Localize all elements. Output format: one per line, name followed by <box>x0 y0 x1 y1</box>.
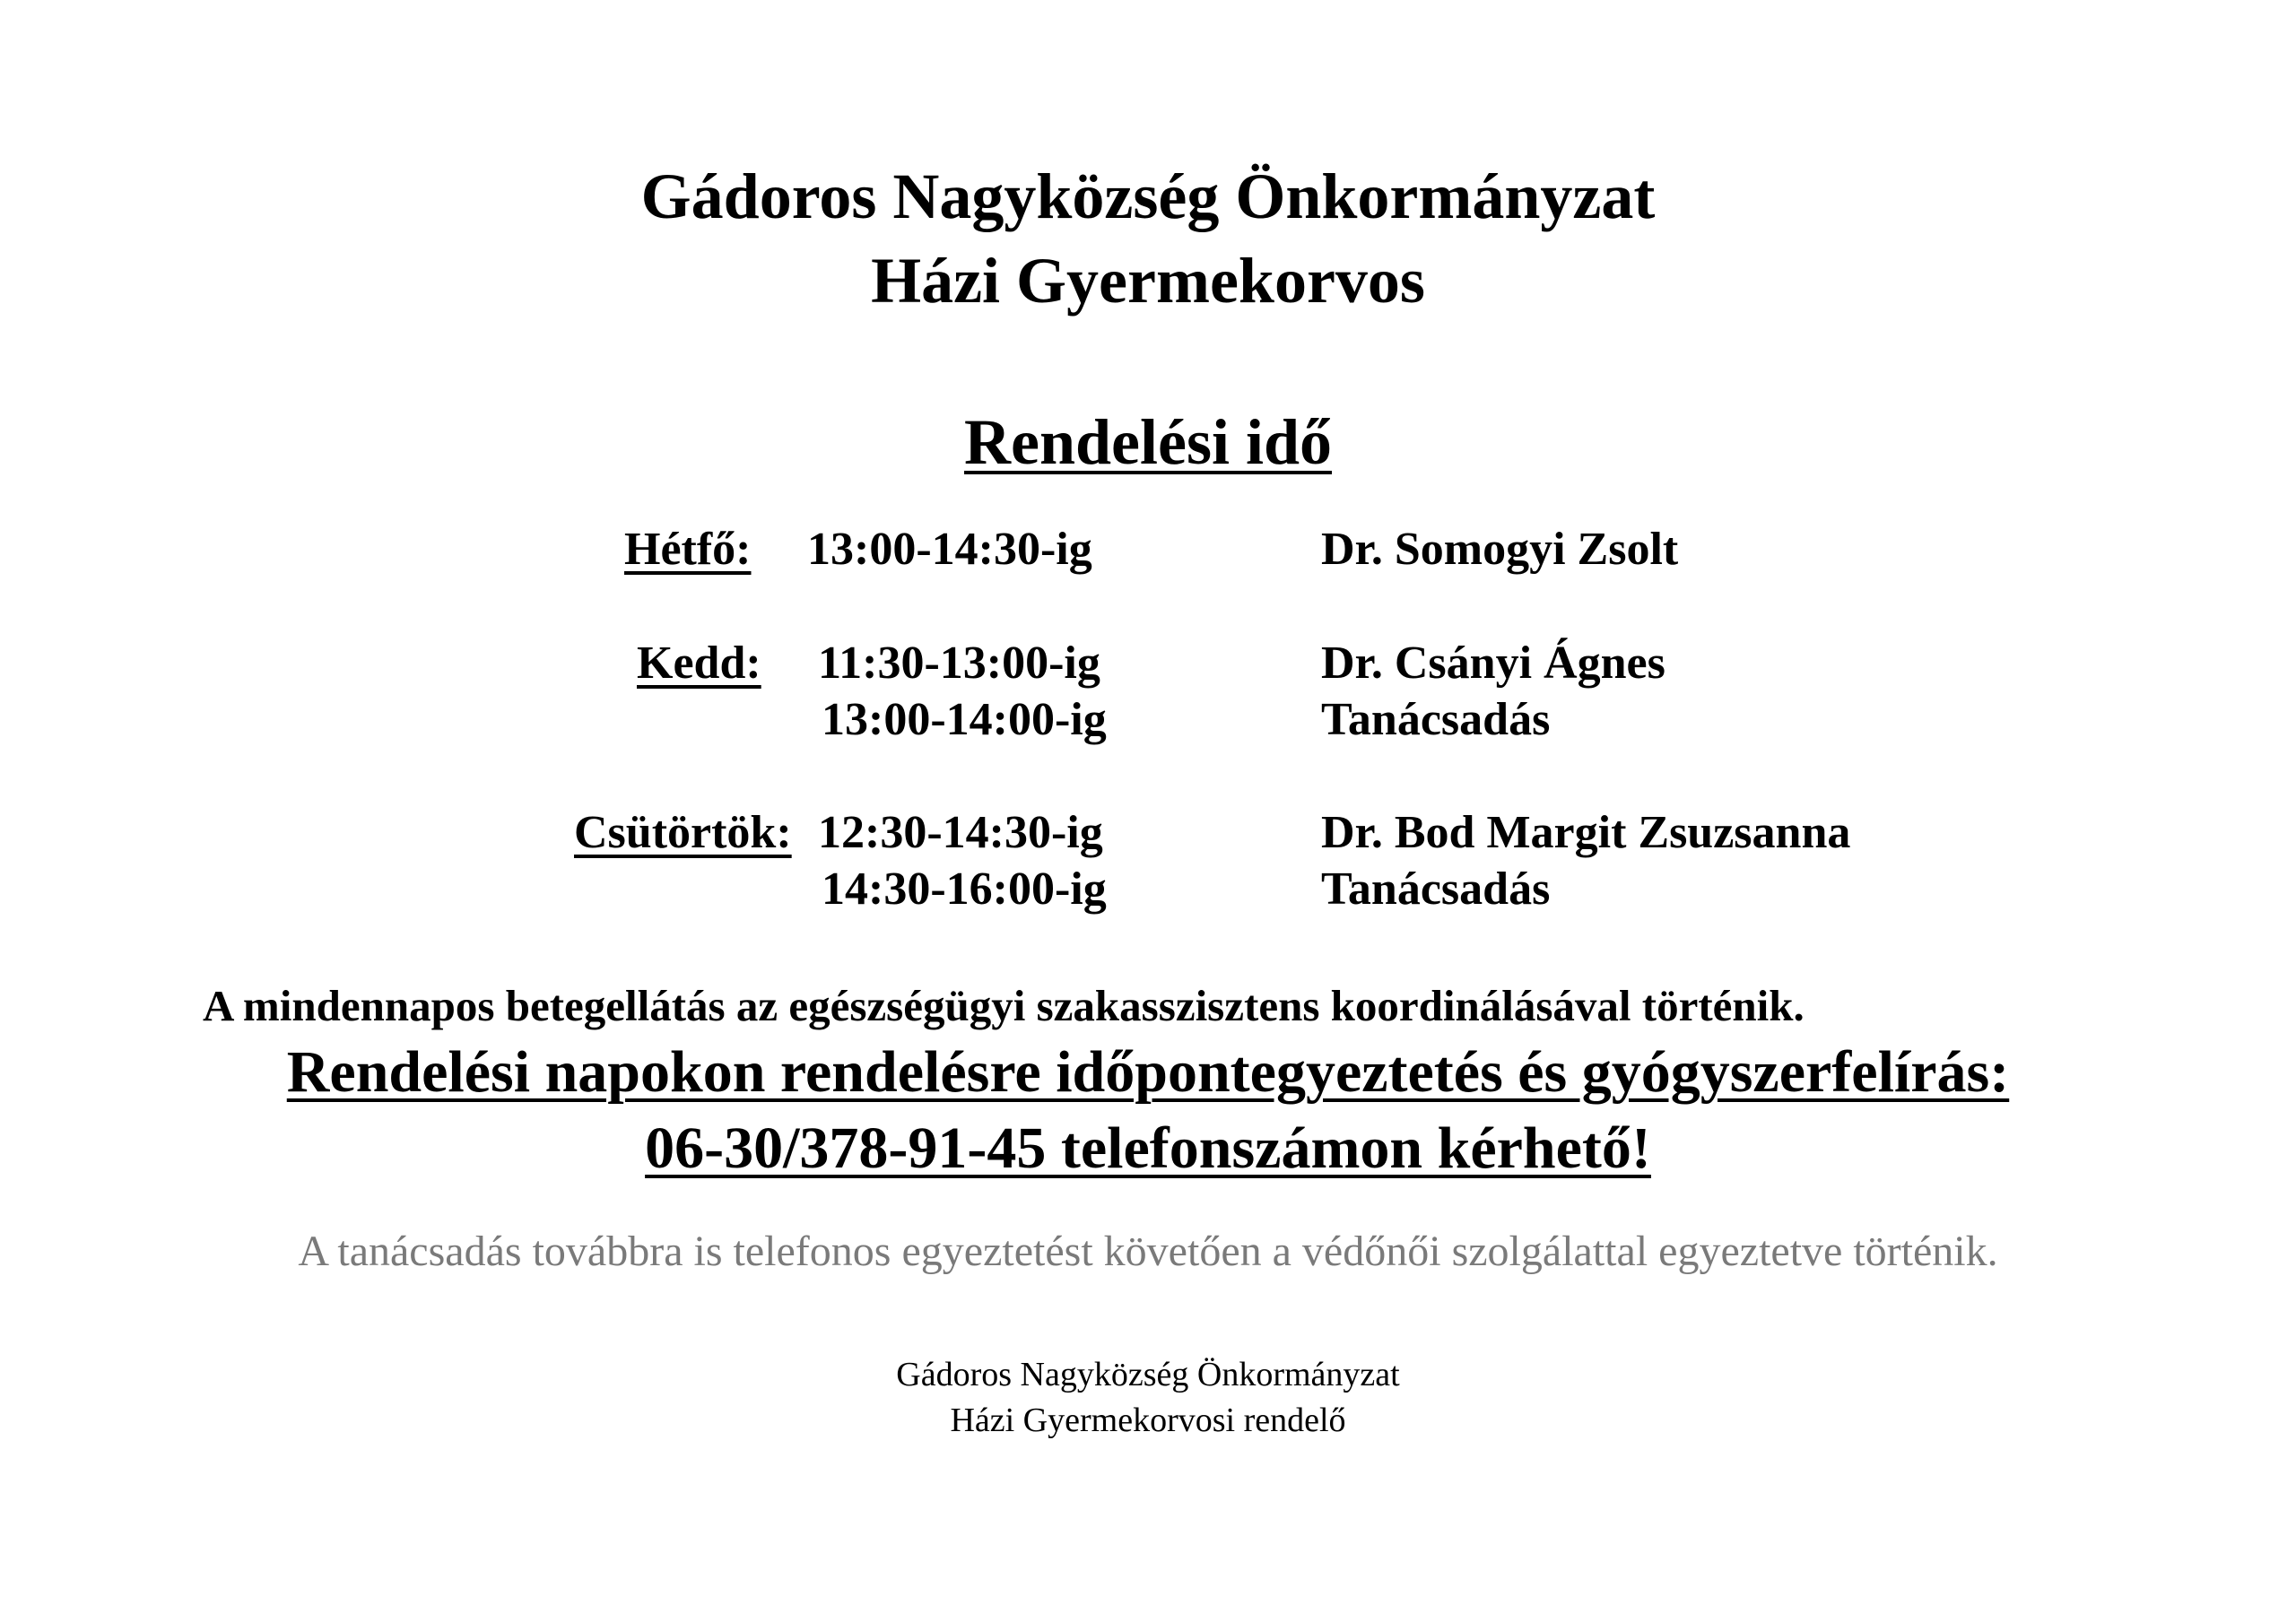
time-monday-1: 13:00-14:30-ig <box>807 524 1092 575</box>
doctor-monday-1: Dr. Somogyi Zsolt <box>1321 524 1679 575</box>
day-label-thursday: Csütörtök: <box>574 807 792 858</box>
day-label-monday: Hétfő: <box>624 524 752 575</box>
time-thursday-1: 12:30-14:30-ig <box>818 807 1103 858</box>
header-line-1: Gádoros Nagyközség Önkormányzat <box>640 161 1656 232</box>
time-tuesday-2: 13:00-14:00-ig <box>822 694 1107 745</box>
footer-line-1: Gádoros Nagyközség Önkormányzat <box>896 1356 1400 1393</box>
daily-care-notice: A mindennapos betegellátás az egészségügyi szakasszisztens koordinálásával történik. <box>203 981 1805 1030</box>
appointment-line-1 <box>0 1038 2296 1107</box>
appointment-phone-text: 06-30/378-91-45 telefonszámon kérhető! <box>645 1115 1651 1181</box>
time-tuesday-1: 11:30-13:00-ig <box>818 638 1100 689</box>
service-thursday-2: Tanácsadás <box>1321 864 1551 915</box>
consultation-note: A tanácsadás továbbra is telefonos egyeztetést követően a védőnői szolgálattal egyeztetve történik. <box>298 1228 1998 1275</box>
service-tuesday-2: Tanácsadás <box>1321 694 1551 745</box>
section-title-text: Rendelési idő <box>963 406 1333 478</box>
doctor-thursday-1: Dr. Bod Margit Zsuzsanna <box>1321 807 1851 858</box>
doctor-tuesday-1: Dr. Csányi Ágnes <box>1321 638 1665 689</box>
day-label-tuesday: Kedd: <box>637 638 761 689</box>
section-title <box>0 405 2296 480</box>
footer-line-2: Házi Gyermekorvosi rendelő <box>950 1402 1346 1439</box>
appointment-line-1-text: Rendelési napokon rendelésre időpontegyeztetés és gyógyszerfelírás: <box>286 1039 2010 1105</box>
header-line-2: Házi Gyermekorvos <box>871 245 1425 317</box>
time-thursday-2: 14:30-16:00-ig <box>822 864 1107 915</box>
appointment-line-2 <box>0 1115 2296 1183</box>
